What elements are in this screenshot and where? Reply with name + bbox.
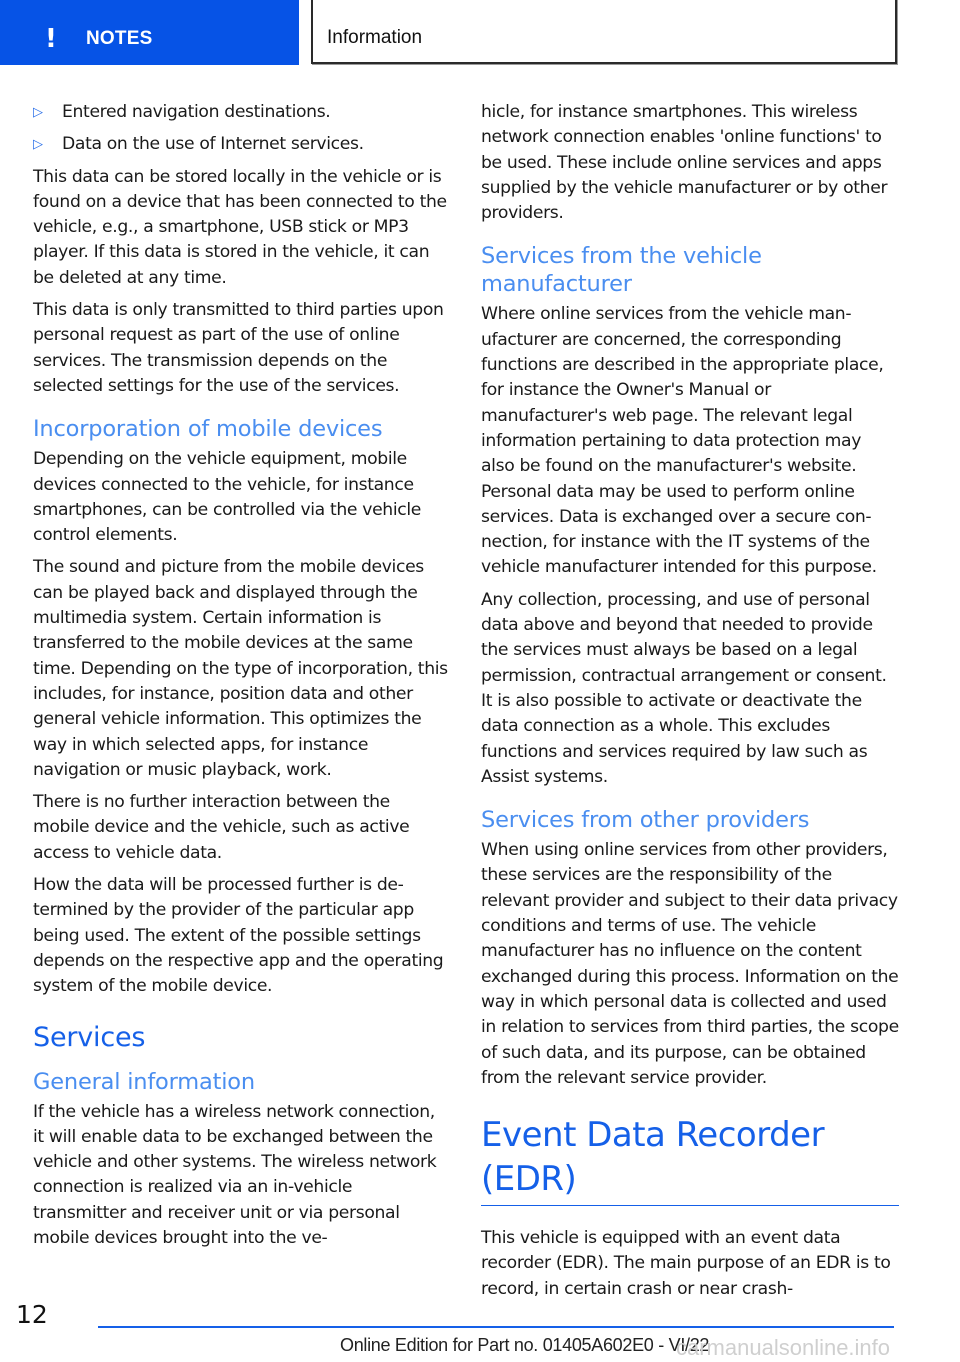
notes-tab [0, 0, 299, 65]
paragraph: This data can be stored locally in the vehicle or is found on a device that has been connected to the vehicle, e.g., a smartphone, USB stick or MP3 player. If this data is stored in the vehicle, it can be deleted at any time. [33, 166, 447, 288]
heading-services-manufacturer: Services from the vehicle manufacturer [481, 243, 762, 298]
paragraph: This data is only transmitted to third parties upon personal request as part of the use of online services. The transmission depends on the selected settings for the use of the services. [33, 300, 444, 396]
paragraph: Depending on the vehicle equipment, mobile devices connected to the vehicle, for instance smartphones, can be controlled via the vehicle control elements. [33, 449, 422, 546]
paragraph: When using online services from other providers, these services are the responsibility of the relevant provider and subject to their data privacy conditions and terms of use. The vehicle manufacturer has no influence on the content exchanged during this process. Information on the way in which personal data is collected and used in relation to services from third parties, the scope of such data, and its purpose, can be obtained from the relevant service provider. [481, 840, 899, 1088]
list-item [33, 100, 449, 125]
edition-text: Online Edition for Part no. 01405A602E0 - VI/22 [340, 1335, 710, 1355]
list-item-text: Data on the use of Internet services. [62, 134, 364, 155]
paragraph: Where online services from the vehicle manufacturer are concerned, the corresponding functions are described in the appropriate place, for instance the Owner's Manual or manufacturer's web page. The relevant legal information pertaining to data protection may also be found on the manufacturer's website. Personal data may be used to perform online services. Data is exchanged over a secure connection, for instance with the IT systems of the vehicle manufacturer intended for this purpose. [481, 304, 884, 578]
footer-divider [98, 1326, 894, 1328]
paragraph: The sound and picture from the mobile devices can be played back and displayed through the multimedia system. Certain information is transferred to the mobile devices at the same time. Depending on the type of incorporation, this includes, for instance, position data and other general vehicle information. This optimizes the way in which selected apps, for instance navigation or music playback, work. [33, 557, 448, 780]
notes-tab-label: NOTES [86, 28, 153, 49]
paragraph: hicle, for instance smartphones. This wireless network connection enables 'online functions' to be used. These include online services and apps supplied by the vehicle manufacturer or by other providers. [481, 102, 888, 224]
left-column [33, 100, 449, 1258]
heading-general-information: General information [33, 1068, 255, 1095]
paragraph: If the vehicle has a wireless network connection, it will enable data to be exchanged between the vehicle and other systems. The wireless network connection is realized via an in-vehicle transmitter and receiver unit or via personal mobile devices brought into the ve- [33, 1101, 437, 1248]
list-item-text: Entered navigation destinations. [62, 102, 331, 122]
paragraph: How the data will be processed further is determined by the provider of the particular app being used. The extent of the possible settings depends on the respective app and the operating system of the mobile device. [33, 875, 444, 997]
heading-services: Services [33, 1021, 146, 1053]
list-item [33, 132, 449, 157]
heading-services-other-providers: Services from other providers [481, 807, 810, 834]
paragraph: Any collection, processing, and use of personal data above and beyond that needed to provide the services must always be based on a legal permission, contractual arrangement or consent. It is also possible to activate or deactivate the data connection as a whole. This excludes functions and services required by law such as Assist systems. [481, 589, 887, 787]
triangle-bullet-icon: ▷ [33, 137, 43, 153]
triangle-bullet-icon: ▷ [33, 105, 43, 120]
paragraph: There is no further interaction between the mobile device and the vehicle, such as active access to vehicle data. [33, 792, 410, 863]
section-header [311, 0, 897, 64]
page-number: 12 [16, 1300, 48, 1329]
paragraph: This vehicle is equipped with an event data recorder (EDR). The main purpose of an EDR is to record, in certain crash or near crash- [481, 1228, 891, 1299]
watermark: carmanualsonline.info [676, 1335, 891, 1360]
right-column [481, 100, 899, 1309]
heading-mobile-devices: Incorporation of mobile devices [33, 416, 383, 443]
exclamation-icon: ! [45, 24, 57, 54]
heading-edr: Event Data Recorder (EDR) [481, 1113, 899, 1206]
section-title: Information [327, 27, 423, 48]
